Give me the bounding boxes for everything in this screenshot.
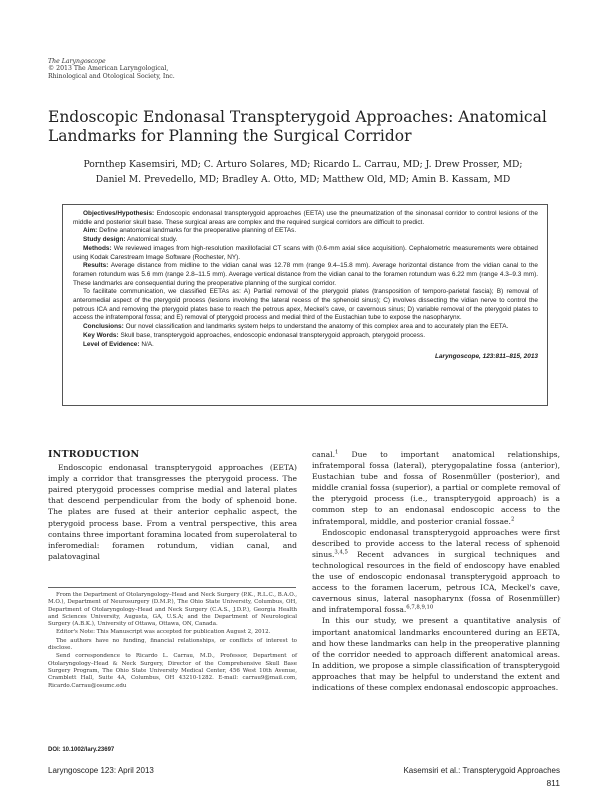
abstract-conclusions: Conclusions: Our novel classification and landmarks system helps to understand the anatomy of this complex area and to accurately plan the EETA. <box>83 323 509 331</box>
column2-paragraph-3: In this our study, we present a quantitative analysis of important anatomical landmarks encountered during an EETA, and how these landmarks can help in the preoperative planning of the corridor needed to approach different anatomical areas. In addition, we propose a simple classification of transpterygoid approaches that may be helpful to understand the extent and indications of these complex endonasal endoscopic approaches. <box>312 616 560 692</box>
footnote-editor-note: Editor's Note: This Manuscript was accepted for publication August 2, 2012. <box>56 629 271 636</box>
footnote-affiliation: From the Department of Otolaryngology–Head and Neck Surgery (P.K., R.L.C., B.A.O., M.O.), Department of Neurosurgery (D.M.P.), The Ohio State University, Columbus, OH, Department of Otolaryngology–Head and Neck Surgery (C.A.S., J.D.P.), Georgia Health and Sciences University, Augusta, GA, U.S.A; and the Department of Neurological Surgery (A.B.K.), University of Ottawa, Ottawa, ON, Canada. <box>48 592 297 628</box>
abstract-box <box>62 204 548 406</box>
footer-journal: Laryngoscope 123: April 2013 <box>48 766 154 775</box>
footnote-correspondence: Send correspondence to Ricardo L. Carrau, M.D., Professor, Department of Otolaryngology–Head & Neck Surgery, Director of the Comprehensive Skull Base Surgery Program, The Ohio State University Medical Center, 456 West 10th Avenue, Cramblett Hall, Suite 4A, Columbus, OH 43210-1282. E-mail: carrau9@mail.com, Ricardo.Carrau@osumc.edu <box>48 653 297 689</box>
abstract-evidence: Level of Evidence: N/A. <box>83 340 154 348</box>
abstract-aim: Aim: Define anatomical landmarks for the preoperative planning of EETAs. <box>83 227 297 235</box>
right-column <box>312 449 560 693</box>
footnote-funding: The authors have no funding, financial relationships, or conflicts of interest to disclose. <box>48 637 297 652</box>
footnotes <box>48 592 297 691</box>
introduction-heading: INTRODUCTION <box>48 449 140 460</box>
column2-paragraph-1: canal.$^1$ Due to important anatomical relationships, infratemporal fossa (lateral), pterygopalatine fossa (anterior), Eustachian tube and fossa of Rosenmüller (posterior), and middle cranial fossa (superior), a partial or complete removal of the pterygoid process (i.e., transpterygoid approach) is a common step to an endonasal endoscopic access to the infratemporal, middle, and posterior cranial fossae.$^2$ <box>312 449 560 526</box>
authors-line-1: Pornthep Kasemsiri, MD; C. Arturo Solares, MD; Ricardo L. Carrau, MD; J. Drew Prosser, MD; <box>83 159 523 170</box>
left-column <box>48 449 297 562</box>
abstract-study-design: Study design: Anatomical study. <box>83 236 178 244</box>
journal-header <box>48 58 175 80</box>
abstract-keywords: Key Words: Skull base, transpterygoid approaches, endoscopic endonasal transpterygoid approach, pterygoid process. <box>83 331 425 339</box>
author-list <box>48 158 558 187</box>
copyright-line-1: © 2013 The American Laryngological, <box>48 65 169 73</box>
journal-name: The Laryngoscope <box>48 58 106 65</box>
abstract-classification: To facilitate communication, we classified EETAs as: A) Partial removal of the pterygoid plates (transposition of temporo-parietal fascia); B) removal of anteromedial aspect of the pterygoid process (lesions involving the lateral recess of the sphenoid sinus); C) involves dissecting the vidian nerve to control the petrous ICA and removing the pterygoid plates base to reach the petrous apex, Meckel's cave, or cavernous sinus; D) variable removal of the pterygoid plates to access the infratemporal fossa; and E) removal of pterygoid process and medial third of the Eustachian tube to expose the nasopharynx. <box>73 288 538 322</box>
abstract-citation: Laryngoscope, 123:811–815, 2013 <box>435 353 538 361</box>
copyright-line-2: Rhinological and Otological Society, Inc. <box>48 72 175 80</box>
abstract-objectives: Objectives/Hypothesis: Endoscopic endonasal transpterygoid approaches (EETA) use the pneumatization of the sinonasal corridor to control lesions of the middle and posterior skull base. These surgical areas are complex and the required surgical corridors are difficult to predict. <box>73 210 538 226</box>
introduction-paragraph-1: Endoscopic endonasal transpterygoid approaches (EETA) imply a corridor that transgresses the pterygoid process. The paired pterygoid processes comprise medial and lateral plates that descend perpendicular from the body of sphenoid bone. The plates are fused at their anterior cephalic aspect, the pterygoid process base. From a ventral perspective, this area contains three important foramina located from superolateral to inferomedial: foramen rotundum, vidian canal, and palatovaginal <box>48 463 297 561</box>
abstract-methods: Methods: We reviewed images from high-resolution maxillofacial CT scans with (0.6-mm axial slice acquisition). Cephalometric measurements were obtained using Kodak Carestream Image Software (Rochester, NY). <box>73 244 538 261</box>
page-number: 811 <box>546 778 560 788</box>
article-title: Endoscopic Endonasal Transpterygoid Approaches: Anatomical Landmarks for Planning the Surgical Corridor <box>48 108 547 145</box>
authors-line-2: Daniel M. Prevedello, MD; Bradley A. Otto, MD; Matthew Old, MD; Amin B. Kassam, MD <box>95 173 511 185</box>
footer-running-title: Kasemsiri et al.: Transpterygoid Approaches <box>403 766 560 775</box>
column2-paragraph-2: Endoscopic endonasal transpterygoid approaches were first described to provide access to the lateral recess of sphenoid sinus.$^{3,4,5}$ Recent advances in surgical techniques and technological resources in the field of endoscopy have enabled the use of endoscopic endonasal transpterygoid approach to access to the foramen lacerum, petrous ICA, Meckel's cave, cavernous sinus, lateral nasopharynx (fossa of Rosenmüller) and infratemporal fossa.$^{6,7,8,9,10}$ <box>312 527 560 615</box>
doi: DOI: 10.1002/lary.23697 <box>48 747 115 753</box>
footnote-divider <box>48 587 296 588</box>
abstract-results: Results: Average distance from midline to the vidian canal was 12.78 mm (range 9.4–15.8 mm). Average horizontal distance from the vidian canal to the foramen rotundum was 5.6 mm (range 2.8–11.5 mm). Average vertical distance from the vidian canal to the foramen rotundum was 6.22 mm (range 4.3–9.3 mm). These landmarks are consequential during the preoperative planning of the surgical corridor. <box>73 262 538 287</box>
